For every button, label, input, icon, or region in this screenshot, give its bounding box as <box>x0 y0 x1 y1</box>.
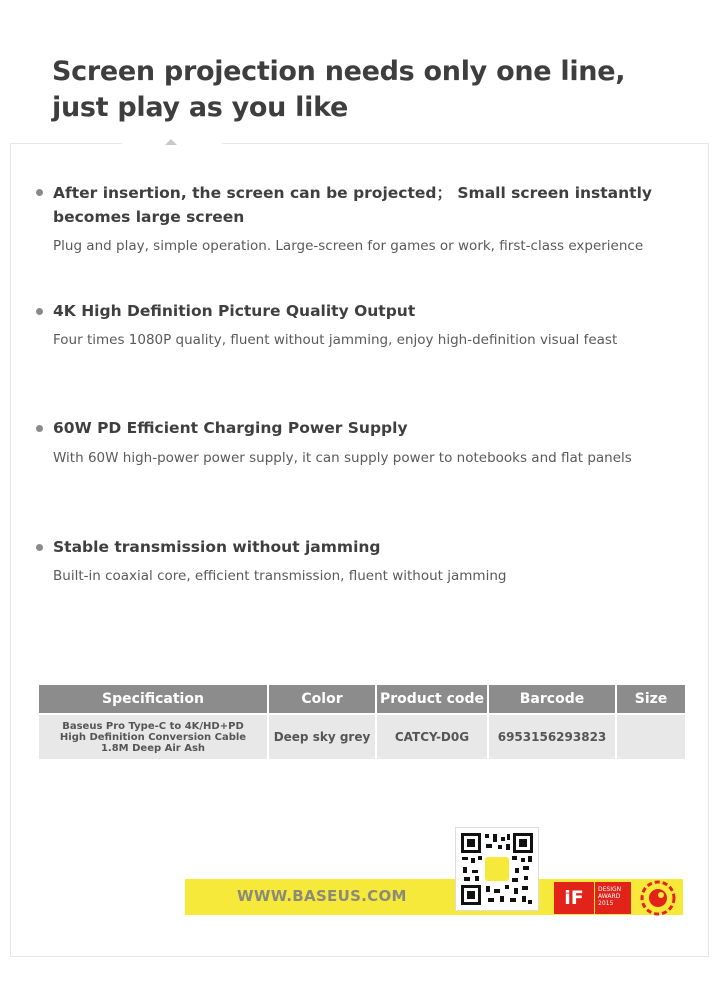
spec-line-2: High Definition Conversion Cable <box>59 731 247 743</box>
spec-line-1: Baseus Pro Type-C to 4K/HD+PD <box>62 720 244 732</box>
table-row <box>38 714 686 759</box>
qr-code-icon <box>455 827 539 911</box>
headline-line-2: just play as you like <box>52 92 349 123</box>
spec-header-row <box>38 685 686 714</box>
cell-size <box>616 714 686 759</box>
cell-color: Deep sky grey <box>268 714 376 759</box>
header-specification: Specification <box>38 685 268 714</box>
bullet-icon <box>36 189 43 196</box>
bullet-icon <box>36 425 43 432</box>
website-link[interactable]: WWW.BASEUS.COM <box>237 887 407 905</box>
cell-product-code: CATCY-D0G <box>376 714 488 759</box>
bullet-icon <box>36 308 43 315</box>
design-award-badge <box>595 882 631 914</box>
reddot-award-icon <box>640 880 676 916</box>
frame-notch-icon <box>165 139 177 145</box>
award-line-3: 2015 <box>598 900 614 907</box>
cell-barcode: 6953156293823 <box>488 714 616 759</box>
qr-code-graphic <box>460 832 534 906</box>
feature-title <box>53 181 673 229</box>
header-size: Size <box>616 685 686 714</box>
feature-title: 60W PD Efficient Charging Power Supply <box>53 419 408 437</box>
feature-title: 4K High Definition Picture Quality Output <box>53 302 416 320</box>
spec-line-3: 1.8M Deep Air Ash <box>100 742 206 754</box>
feature-title: Stable transmission without jamming <box>53 538 381 556</box>
spec-table <box>37 685 687 759</box>
header-color: Color <box>268 685 376 714</box>
award-line-1: DESIGN <box>598 886 622 893</box>
page-headline <box>52 54 625 126</box>
feature-desc: Built-in coaxial core, efficient transmission, fluent without jamming <box>53 568 507 584</box>
feature-desc: With 60W high-power power supply, it can supply power to notebooks and flat panels <box>53 450 632 466</box>
award-line-2: AWARD <box>598 893 621 900</box>
feature-desc: Four times 1080P quality, fluent without jamming, enjoy high-definition visual feast <box>53 332 618 348</box>
header-product-code: Product code <box>376 685 488 714</box>
if-design-logo: iF <box>554 882 594 914</box>
header-barcode: Barcode <box>488 685 616 714</box>
feature-title-line-2: becomes large screen <box>53 208 245 226</box>
cell-specification <box>38 714 268 759</box>
bullet-icon <box>36 544 43 551</box>
feature-title-line-1: After insertion, the screen can be projected； Small screen instantly <box>53 184 652 202</box>
headline-line-1: Screen projection needs only one line, <box>52 56 626 87</box>
feature-desc: Plug and play, simple operation. Large-screen for games or work, first-class experience <box>53 238 644 254</box>
